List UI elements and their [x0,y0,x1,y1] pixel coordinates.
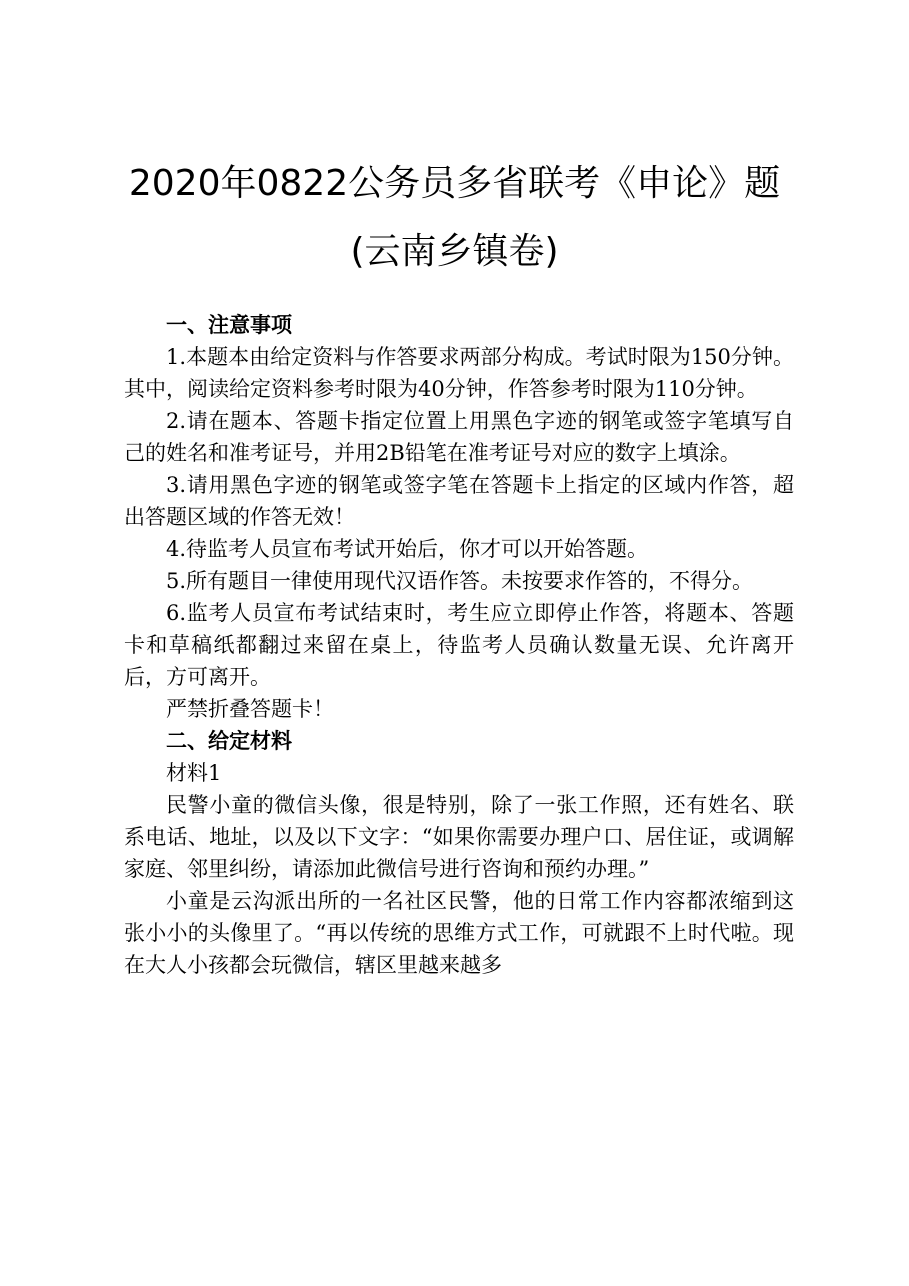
note-item-6: 6.监考人员宣布考试结束时，考生应立即停止作答，将题本、答题卡和草稿纸都翻过来留在桌上，待监考人员确认数量无误、允许离开后，方可离开。 [124,601,794,689]
material-paragraph-1: 民警小童的微信头像，很是特别，除了一张工作照，还有姓名、联系电话、地址，以及以下文字：“如果你需要办理户口、居住证，或调解家庭、邻里纠纷，请添加此微信号进行咨询和预约办理。” [124,793,794,881]
note-item-5: 5.所有题目一律使用现代汉语作答。未按要求作答的，不得分。 [166,569,754,593]
material-paragraph-2: 小童是云沟派出所的一名社区民警，他的日常工作内容都浓缩到这张小小的头像里了。“再以传统的思维方式工作，可就跟不上时代啦。现在大人小孩都会玩微信，辖区里越来越多 [124,889,794,977]
document-title: 2020年0822公务员多省联考《申论》题 [128,163,781,204]
section-heading-notes: 一、注意事项 [166,313,292,337]
document-body [124,309,794,981]
material-label: 材料1 [166,761,222,785]
note-item-1: 1.本题本由给定资料与作答要求两部分构成。考试时限为150分钟。其中，阅读给定资料参考时限为40分钟，作答参考时限为110分钟。 [124,345,794,401]
note-item-4: 4.待监考人员宣布考试开始后，你才可以开始答题。 [166,537,649,561]
section-heading-materials: 二、给定材料 [166,729,292,753]
note-item-3: 3.请用黑色字迹的钢笔或签字笔在答题卡上指定的区域内作答，超出答题区域的作答无效！ [124,473,794,529]
note-warning: 严禁折叠答题卡！ [166,697,334,721]
document-subtitle: (云南乡镇卷) [350,231,559,272]
note-item-2: 2.请在题本、答题卡指定位置上用黑色字迹的钢笔或签字笔填写自己的姓名和准考证号，并用2B铅笔在准考证号对应的数字上填涂。 [124,409,794,465]
